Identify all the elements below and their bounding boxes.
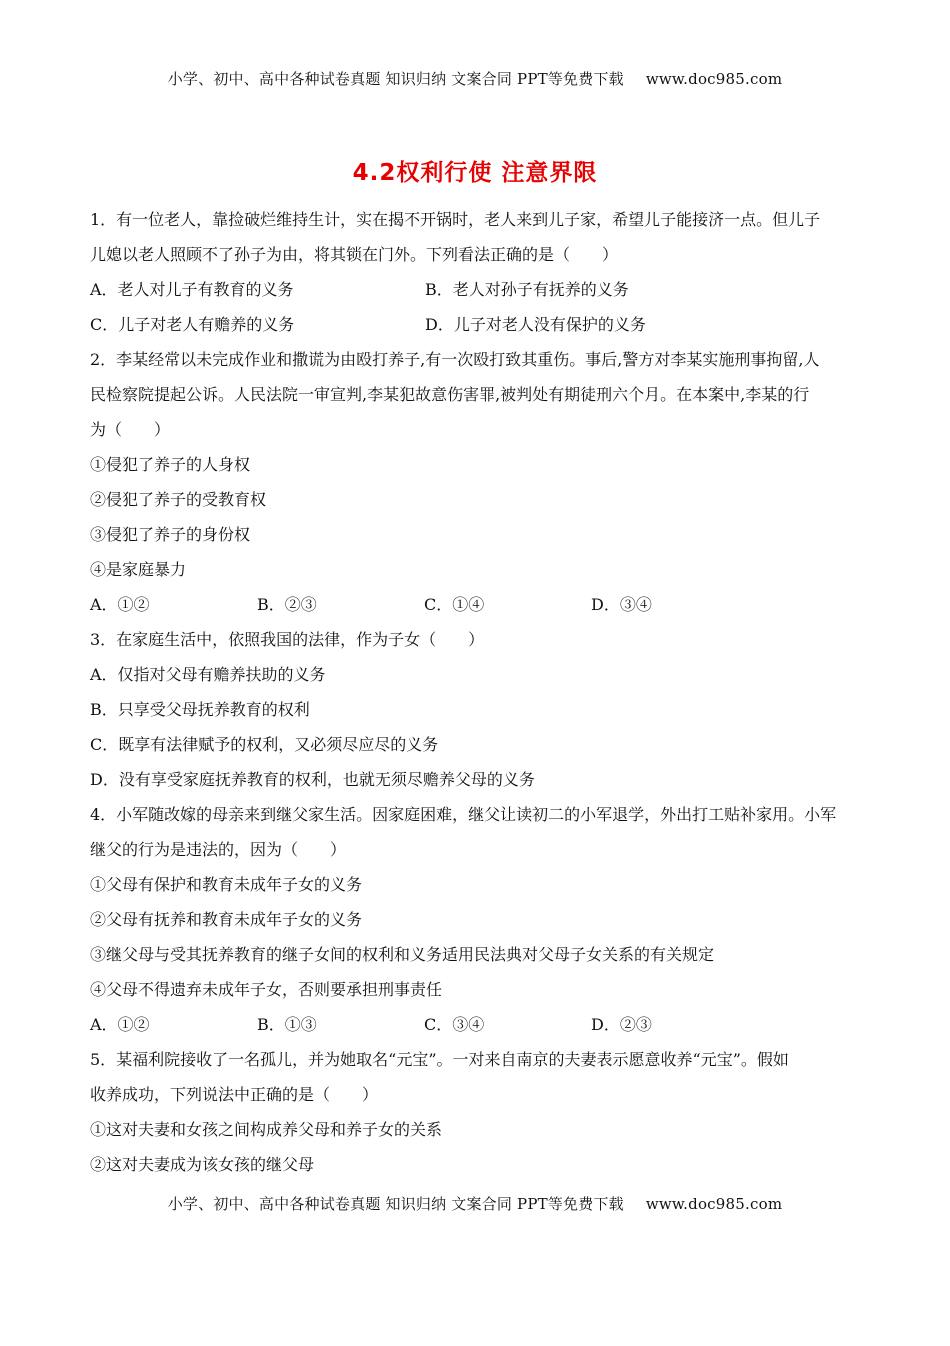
statement-item: ②侵犯了养子的受教育权	[90, 490, 267, 509]
option-c: C．儿子对老人有赡养的义务	[90, 315, 295, 334]
statement-item: ③继父母与受其抚养教育的继子女间的权利和义务适用民法典对父母子女关系的有关规定	[90, 945, 715, 964]
option-a: A．①②	[90, 1015, 150, 1034]
question-stem-line: 收养成功，下列说法中正确的是（ ）	[90, 1085, 379, 1104]
option-d: D．儿子对老人没有保护的义务	[425, 315, 646, 334]
option-c: C．既享有法律赋予的权利，又必须尽应尽的义务	[90, 735, 439, 754]
header-site: www.doc985.com	[645, 70, 783, 88]
page-header	[0, 68, 950, 89]
option-d: D．没有享受家庭抚养教育的权利，也就无须尽赡养父母的义务	[90, 770, 535, 789]
statement-item: ③侵犯了养子的身份权	[90, 525, 251, 544]
statement-item: ②父母有抚养和教育未成年子女的义务	[90, 910, 363, 929]
question-1	[90, 207, 860, 347]
question-stem-line: 1．有一位老人，靠捡破烂维持生计，实在揭不开锅时，老人来到儿子家，希望儿子能接济一点。但儿子	[90, 210, 821, 229]
question-stem-line: 继父的行为是违法的，因为（ ）	[90, 840, 347, 859]
statement-item: ④父母不得遗弃未成年子女，否则要承担刑事责任	[90, 980, 443, 999]
option-d: D．②③	[591, 1015, 652, 1034]
options-row	[90, 312, 860, 347]
question-stem-line: 4．小军随改嫁的母亲来到继父家生活。因家庭困难，继父让读初二的小军退学，外出打工贴补家用。小军	[90, 805, 837, 824]
option-b: B．①③	[257, 1015, 317, 1034]
statement-item: ①这对夫妻和女孩之间构成养父母和养子女的关系	[90, 1120, 443, 1139]
option-a: A．仅指对父母有赡养扶助的义务	[90, 665, 326, 684]
footer-text: 小学、初中、高中各种试卷真题 知识归纳 文案合同 PPT等免费下载	[167, 1195, 624, 1213]
question-5	[90, 1047, 860, 1187]
option-a: A．①②	[90, 595, 150, 614]
statement-item: ①父母有保护和教育未成年子女的义务	[90, 875, 363, 894]
question-stem-line: 5．某福利院接收了一名孤儿，并为她取名“元宝”。一对来自南京的夫妻表示愿意收养“元宝”。假如	[90, 1050, 789, 1069]
question-2	[90, 347, 860, 627]
footer-site: www.doc985.com	[645, 1195, 783, 1213]
statement-item: ②这对夫妻成为该女孩的继父母	[90, 1155, 315, 1174]
page-footer	[0, 1193, 950, 1214]
option-a: A．老人对儿子有教育的义务	[90, 280, 294, 299]
option-c: C．③④	[424, 1015, 485, 1034]
header-text: 小学、初中、高中各种试卷真题 知识归纳 文案合同 PPT等免费下载	[167, 70, 624, 88]
question-stem-line: 儿媳以老人照顾不了孙子为由，将其锁在门外。下列看法正确的是（ ）	[90, 245, 619, 264]
question-stem-line: 2．李某经常以未完成作业和撒谎为由殴打养子,有一次殴打致其重伤。事后,警方对李某实施刑事拘留,人	[90, 350, 820, 369]
question-3	[90, 627, 860, 802]
options-row	[90, 1012, 860, 1047]
option-c: C．①④	[424, 595, 485, 614]
statement-item: ①侵犯了养子的人身权	[90, 455, 251, 474]
option-b: B．老人对孙子有抚养的义务	[425, 280, 629, 299]
page-title: 4.2权利行使 注意界限	[352, 160, 598, 186]
options-row	[90, 592, 860, 627]
question-list	[90, 207, 860, 1187]
question-stem-line: 为（ ）	[90, 420, 171, 439]
question-4	[90, 802, 860, 1047]
question-stem-line: 民检察院提起公诉。人民法院一审宣判,李某犯故意伤害罪,被判处有期徒刑六个月。在本案中,李某的行	[90, 385, 810, 404]
option-d: D．③④	[591, 595, 652, 614]
statement-item: ④是家庭暴力	[90, 560, 187, 579]
options-row	[90, 277, 860, 312]
option-b: B．②③	[257, 595, 317, 614]
option-b: B．只享受父母抚养教育的权利	[90, 700, 310, 719]
question-stem-line: 3．在家庭生活中，依照我国的法律，作为子女（ ）	[90, 630, 485, 649]
